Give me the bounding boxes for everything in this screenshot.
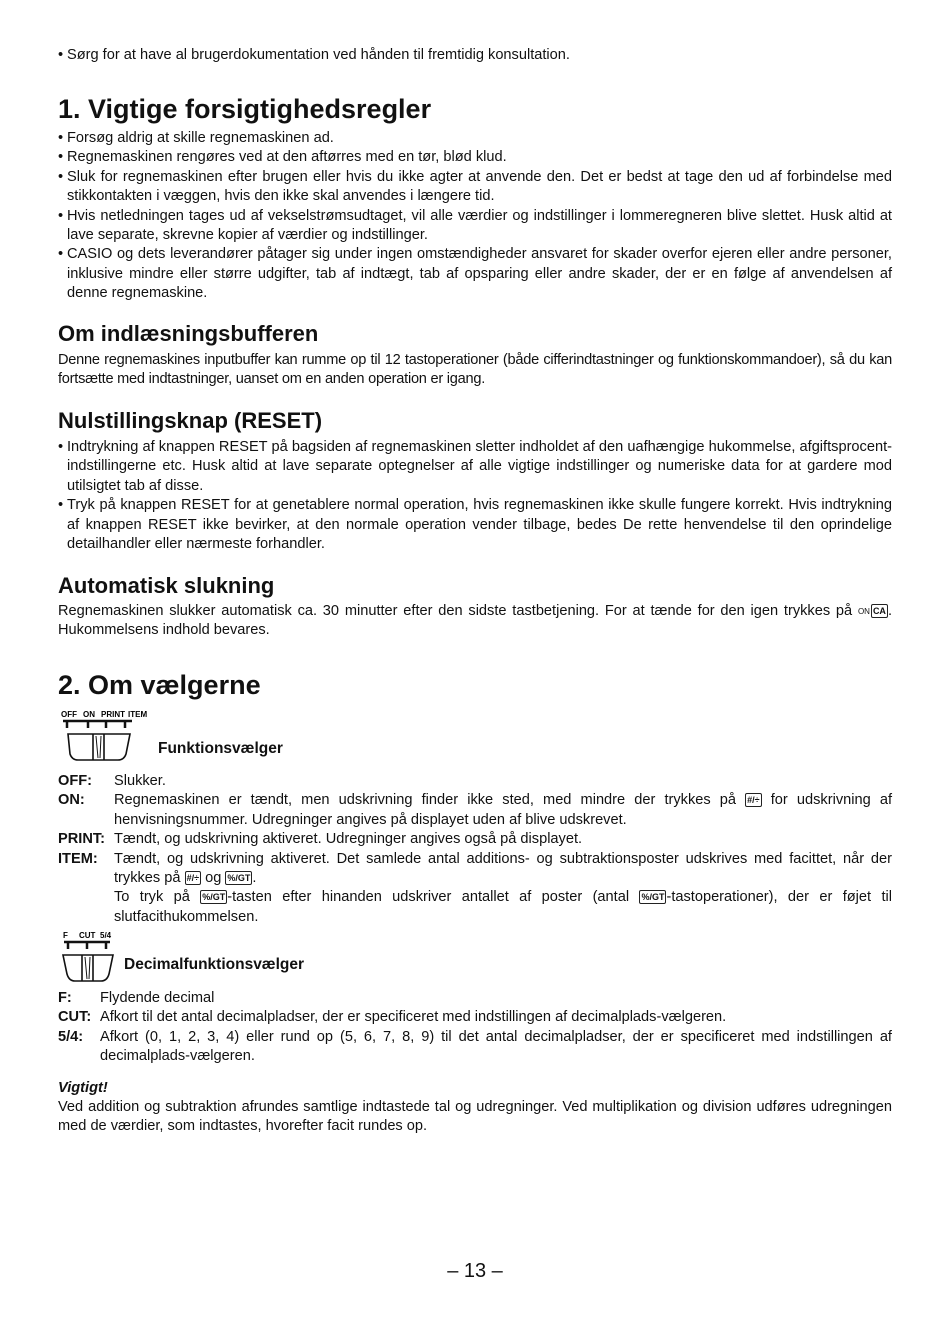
switch-label-off: OFF xyxy=(61,710,77,719)
auto-off-text-end: . Hukommelsens indhold bevares. xyxy=(58,603,892,639)
reset-item: • Indtrykning af knappen RESET på bagsiden af regnemaskinen sletter indholdet af den uafhængige hukommelse, afgiftsprocent-indstillingerne etc. Husk altid at lave separate optegnelser af alle vigtige indstillinger og numeriske data for at gardere mod utilsigtet tab af disse. xyxy=(58,438,892,496)
buffer-heading: Om indlæsningsbufferen xyxy=(58,321,319,346)
desc-item xyxy=(114,850,892,928)
desc-print: Tændt, og udskrivning aktiveret. Udregninger angives også på displayet. xyxy=(114,831,583,848)
desc-item-part: . xyxy=(252,870,257,887)
switch-label-f: F xyxy=(63,931,68,940)
percent-gt-key-icon: %/GT xyxy=(227,873,251,884)
section-1-title: 1. Vigtige forsigtighedsregler xyxy=(58,94,432,124)
decimal-selector-header xyxy=(60,928,304,984)
function-selector-title: Funktionsvælger xyxy=(158,740,283,757)
important-label: Vigtigt! xyxy=(58,1080,108,1096)
reset-item: • Tryk på knappen RESET for at genetablere normal operation, hvis regnemaskinen ikke skulle fungere korrekt. Hvis indtrykning af knappen RESET ikke bevirker, at den normale operation vender tilbage, bedes De rette henvendelse til den oprindelige detailhandler eller nærmeste forhandler. xyxy=(58,496,892,554)
function-selector-icon xyxy=(60,708,148,764)
section-2-title: 2. Om vælgerne xyxy=(58,670,261,700)
desc-off: Slukker. xyxy=(114,773,166,789)
desc-on xyxy=(114,791,892,830)
function-selector-list xyxy=(58,772,892,927)
decimal-selector-title: Decimalfunktionsvælger xyxy=(124,956,305,973)
switch-label-on: ON xyxy=(83,710,95,719)
desc-f: Flydende decimal xyxy=(100,990,215,1006)
number-key-icon: #/÷ xyxy=(747,795,760,806)
desc-54: Afkort (0, 1, 2, 3, 4) eller rund op (5, 6, 7, 8, 9) til det antal decimalpladser, der er specificeret med indstillingen af decimalplads-vælgeren. xyxy=(100,1028,892,1065)
precaution-item: • Hvis netledningen tages ud af vekselstrømsudtaget, vil alle værdier og indstillinger i lommeregneren blive slettet. Husk altid at lave separate, skrevne kopier af værdier og indstillinger. xyxy=(58,207,892,246)
desc-on-part: Regnemaskinen er tændt, men udskrivning finder ikke sted, med mindre der trykkes på xyxy=(114,792,737,809)
decimal-selector-list xyxy=(58,989,892,1067)
desc-item-part: og xyxy=(205,870,222,887)
desc-item-part: -tasten efter hinanden udskriver antallet af poster (antal xyxy=(227,889,630,906)
desc-cut: Afkort til det antal decimalpladser, der er specificeret med indstillingen af decimalplads-vælgeren. xyxy=(100,1009,727,1026)
term-off: OFF: xyxy=(58,773,93,789)
reset-list xyxy=(58,438,892,554)
reset-heading: Nulstillingsknap (RESET) xyxy=(58,408,323,433)
term-on: ON: xyxy=(58,792,85,809)
percent-gt-key-icon: %/GT xyxy=(202,892,226,903)
percent-gt-key-icon: %/GT xyxy=(641,892,665,903)
switch-label-item: ITEM xyxy=(128,710,148,719)
decimal-selector-icon xyxy=(60,928,116,984)
on-key-label: ON xyxy=(857,607,870,616)
term-print: PRINT: xyxy=(58,831,106,848)
precaution-item: • Sluk for regnemaskinen efter brugen eller hvis du ikke agter at anvende den. Det er bedst at tage den ud af forbindelse med stikkontakten i væggen, hvis den ikke skal anvendes i længere tid. xyxy=(58,168,892,207)
auto-off-text-start: Regnemaskinen slukker automatisk ca. 30 minutter efter den sidste tastbetjening. For at tænde for den igen trykkes på xyxy=(58,603,853,619)
term-f: F: xyxy=(58,990,72,1006)
important-text: Ved addition og subtraktion afrundes samtlige indtastede tal og udregninger. Ved multiplikation og division udføres udregningen med de værdier, som indtastes, hvorefter facit rundes op. xyxy=(58,1099,892,1135)
switch-label-54: 5/4 xyxy=(100,931,112,940)
desc-item-part: -tastoperationer), der er føjet til slutfacithukommelsen. xyxy=(114,889,892,925)
desc-item-part: Tændt, og udskrivning aktiveret. Det samlede antal additions- og subtraktionsposter udskrives med facittet, når der trykkes på xyxy=(114,850,892,887)
term-cut: CUT: xyxy=(58,1009,92,1026)
buffer-text: Denne regnemaskines inputbuffer kan rumme op til 12 tastoperationer (både cifferindtastninger og funktionskommandoer), så du kan fortsætte med indtastninger, uanset om en anden operation er igang. xyxy=(58,352,892,388)
auto-off-text xyxy=(58,602,892,641)
precaution-item: • Regnemaskinen rengøres ved at den aftørres med en tør, blød klud. xyxy=(58,148,892,167)
desc-on-part: for udskrivning af henvisningsnummer. Udregninger angives på displayet uden af blive udskrevet. xyxy=(114,792,892,828)
switch-label-cut: CUT xyxy=(79,931,96,940)
auto-off-heading: Automatisk slukning xyxy=(58,573,275,598)
page-number: – 13 – xyxy=(447,1260,503,1282)
switch-label-print: PRINT xyxy=(101,710,125,719)
precaution-item: • CASIO og dets leverandører påtager sig under ingen omstændigheder ansvaret for skader overfor ejeren eller andre personer, inklusive mindre eller større udgifter, tab af indtægt, tab af opsparing eller andre skader, der er en følge af anvendelsen af denne regnemaskine. xyxy=(58,245,892,303)
number-key-icon: #/÷ xyxy=(186,873,200,884)
term-item: ITEM: xyxy=(58,850,98,867)
term-54: 5/4: xyxy=(58,1028,84,1045)
precautions-list xyxy=(58,129,892,304)
ca-key-icon: CA xyxy=(872,606,886,616)
function-selector-header xyxy=(60,708,283,764)
desc-item-part: To tryk på xyxy=(114,889,190,906)
intro-note: • Sørg for at have al brugerdokumentation ved hånden til fremtidig konsultation. xyxy=(58,46,901,65)
precaution-item: • Forsøg aldrig at skille regnemaskinen ad. xyxy=(58,129,892,148)
